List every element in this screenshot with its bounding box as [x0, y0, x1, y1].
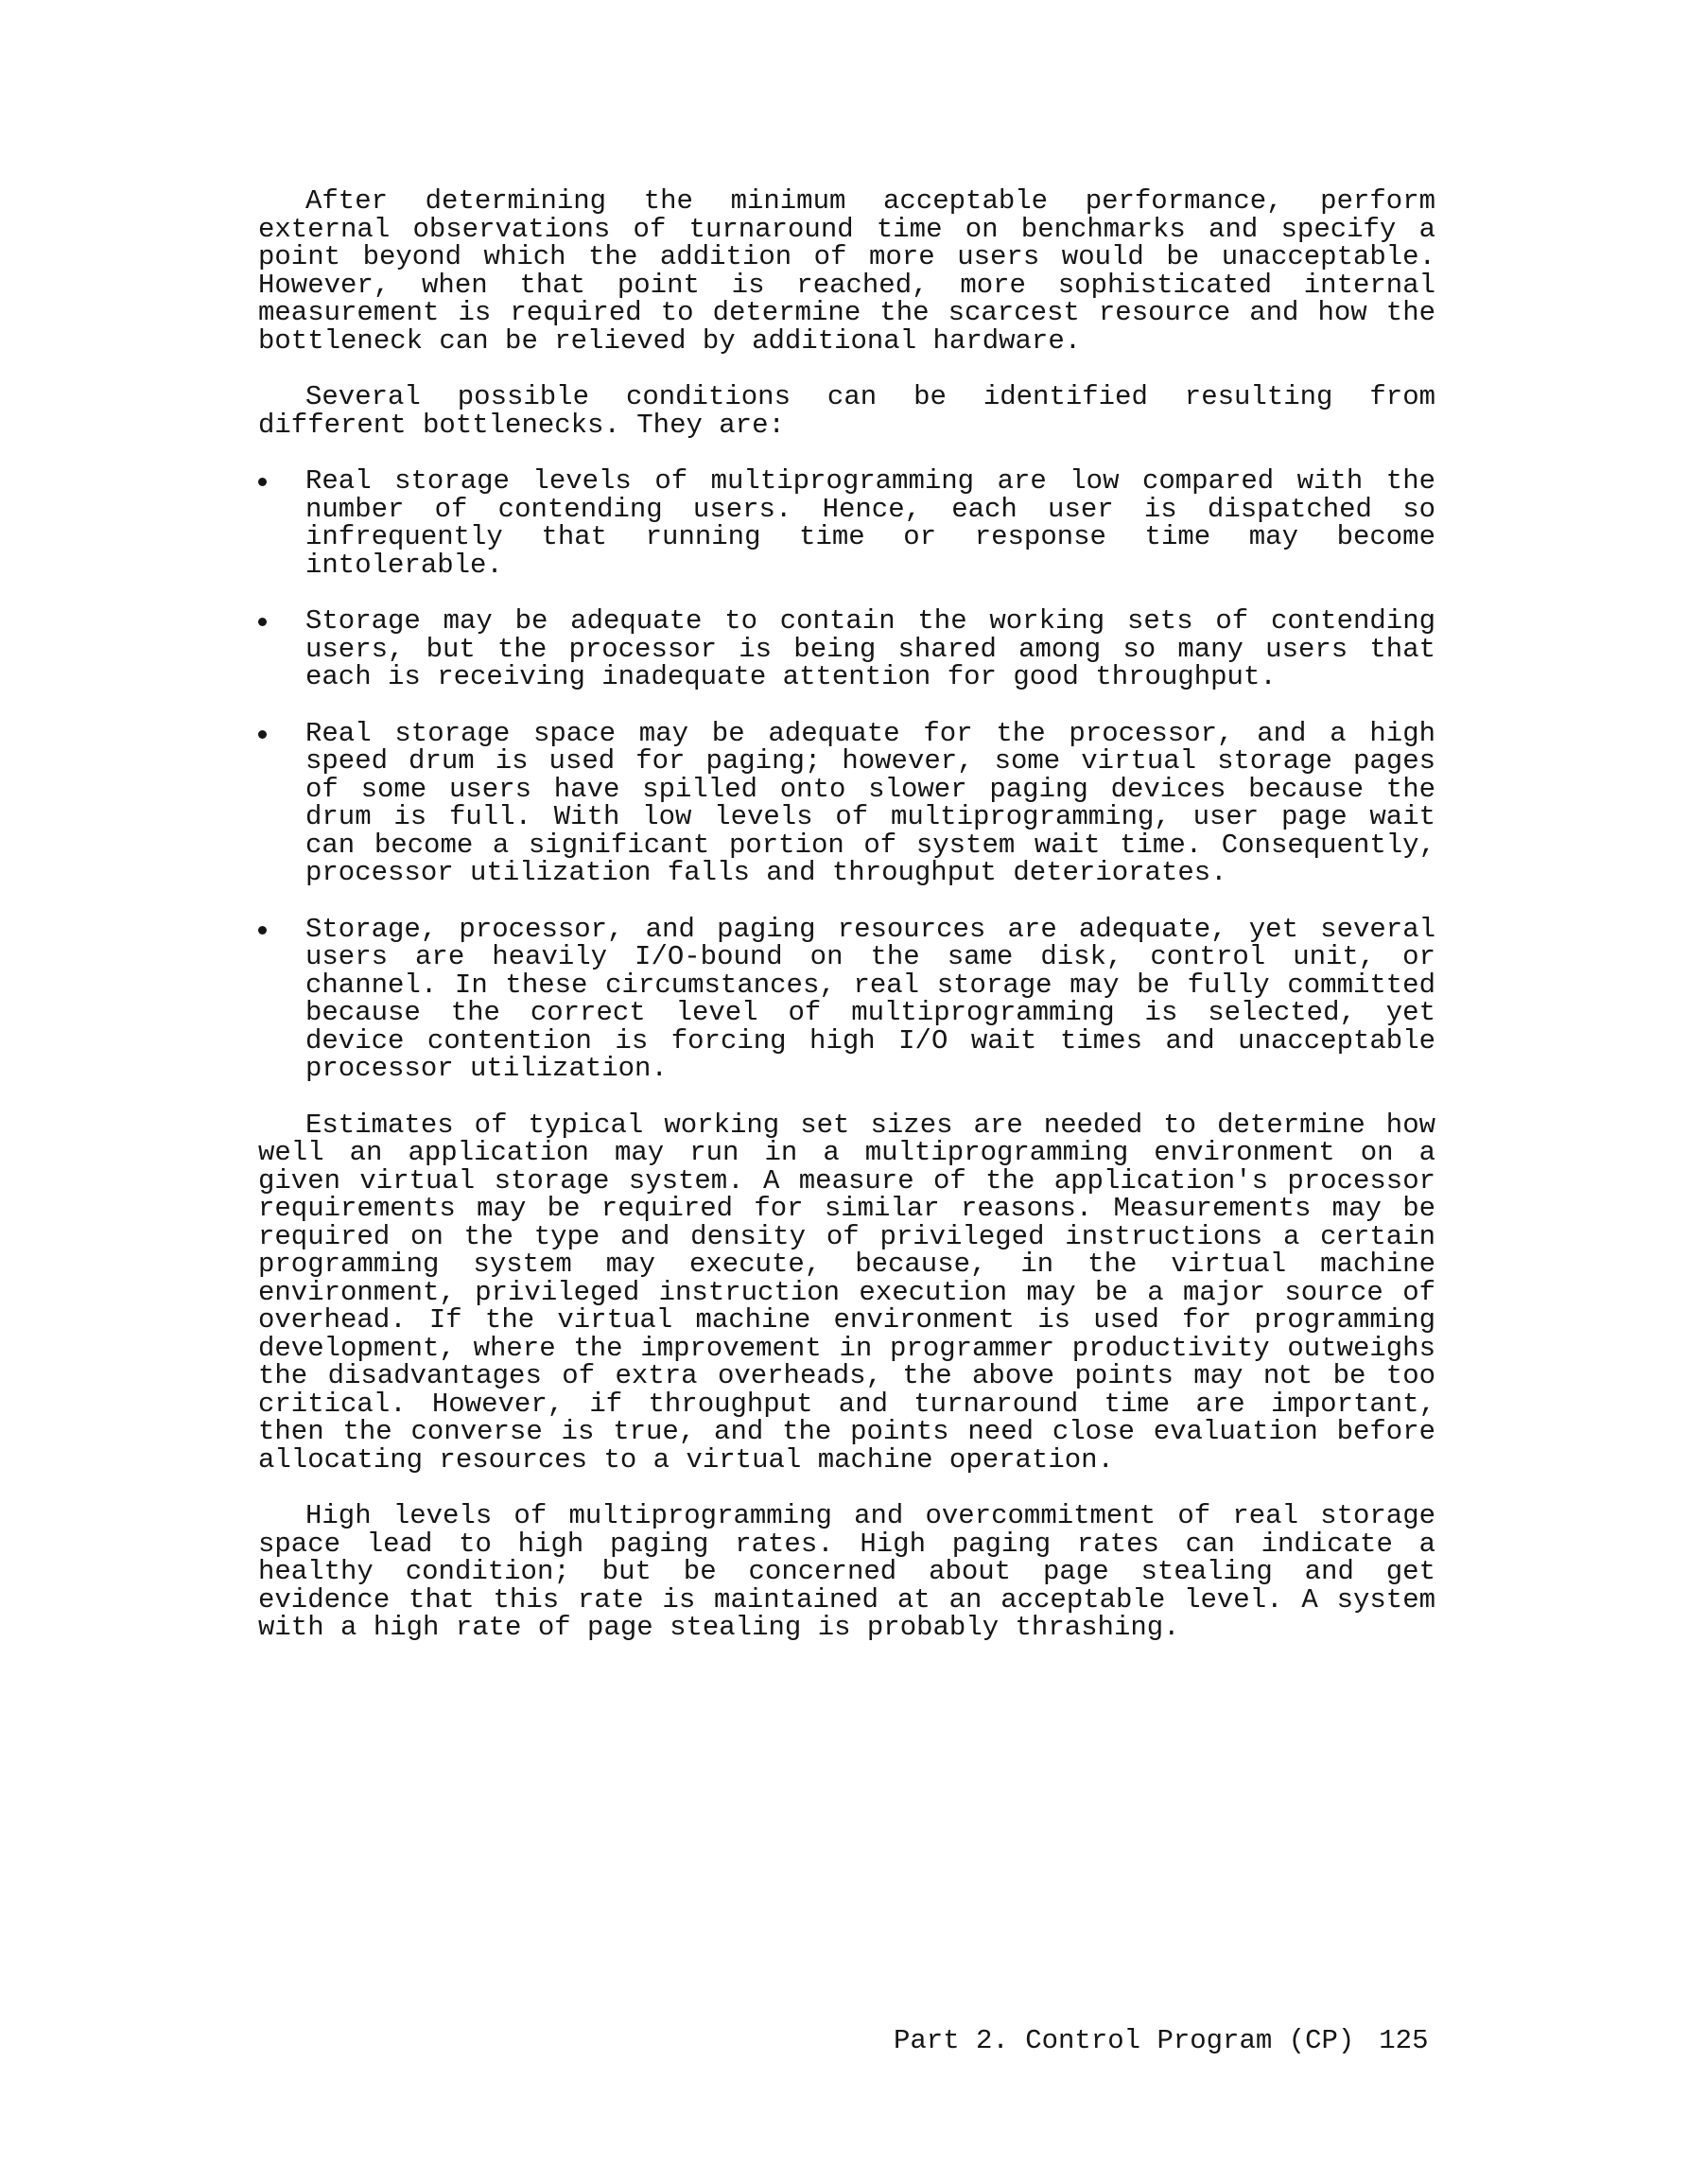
bullet-icon	[258, 618, 267, 626]
list-item	[258, 717, 1435, 888]
list-item	[258, 913, 1435, 1084]
bullet-icon	[258, 478, 267, 486]
list-item-text: Storage, processor, and paging resources are adequate, yet several users are heavily I/O-bound on the same disk, control unit, or channel. In these circumstances, real storage may be fully committed because the correct level of multiprogramming is selected, yet device contention is forcing high I/O wait times and unacceptable processor utilization.	[305, 913, 1435, 1084]
list-item-text: Real storage levels of multiprogramming are low compared with the number of contending users. Hence, each user is dispatched so infrequently that running time or response time may become intolerable.	[305, 465, 1435, 581]
page-body	[258, 187, 1435, 1670]
paragraph-paging-rates: High levels of multiprogramming and overcommitment of real storage space lead to high paging rates. High paging rates can indicate a healthy condition; but be concerned about page stealing and get evidence that this rate is maintained at an acceptable level. A system with a high rate of page stealing is probably thrashing.	[258, 1500, 1435, 1643]
bullet-icon	[258, 730, 267, 739]
page-footer	[894, 2027, 1429, 2055]
page-number: 125	[1379, 2025, 1429, 2056]
bottleneck-conditions-list	[258, 467, 1435, 1083]
paragraph-bottleneck-conditions: Several possible conditions can be identified resulting from different bottlenecks. They are:	[258, 381, 1435, 441]
list-item	[258, 467, 1435, 579]
bullet-icon	[258, 926, 267, 935]
paragraph-working-set-estimates: Estimates of typical working set sizes are needed to determine how well an application may run in a multiprogramming environment on a given virtual storage system. A measure of the application's processor requirements may be required for similar reasons. Measurements may be required on the type and density of privileged instructions a certain programming system may execute, because, in the virtual machine environment, privileged instruction execution may be a major source of overhead. If the virtual machine environment is used for programming development, where the improvement in programmer productivity outweighs the disadvantages of extra overheads, the above points may not be too critical. However, if throughput and turnaround time are important, then the converse is true, and the points need close evaluation before allocating resources to a virtual machine operation.	[258, 1109, 1435, 1476]
list-item	[258, 607, 1435, 691]
list-item-text: Storage may be adequate to contain the working sets of contending users, but the processor is being shared among so many users that each is receiving inadequate attention for good throughput.	[305, 605, 1435, 692]
footer-section-title: Part 2. Control Program (CP)	[894, 2025, 1355, 2056]
paragraph-minimum-performance: After determining the minimum acceptable performance, perform external observations of turnaround time on benchmarks and specify a point beyond which the addition of more users would be unacceptable. However, when that point is reached, more sophisticated internal measurement is required to determine the scarcest resource and how the bottleneck can be relieved by additional hardware.	[258, 185, 1435, 357]
list-item-text: Real storage space may be adequate for the processor, and a high speed drum is used for paging; however, some virtual storage pages of some users have spilled onto slower paging devices because the drum is full. With low levels of multiprogramming, user page wait can become a significant portion of system wait time. Consequently, processor utilization falls and throughput deteriorates.	[305, 717, 1435, 888]
